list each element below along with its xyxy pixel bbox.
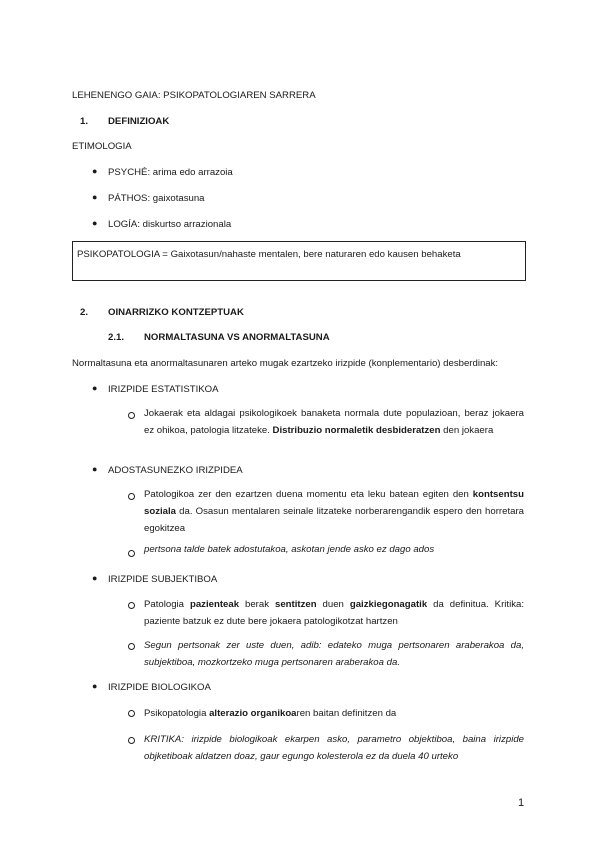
section-2-number: 2. [80,307,89,318]
criterion-title: ADOSTASUNEZKO IRIZPIDEA [108,465,243,476]
circle-bullet-icon [128,493,135,500]
bullet-icon: ● [92,166,98,176]
bullet-icon: ● [92,218,98,228]
page-number: 1 [518,797,525,809]
bullet-icon: ● [92,573,98,583]
circle-bullet-icon [128,737,135,744]
bullet-icon: ● [92,192,98,202]
bullet-icon: ● [92,681,98,691]
etym-item: PÁTHOS: gaixotasuna [108,193,205,204]
intro-paragraph: Normaltasuna eta anormaltasunaren arteko mugak ezartzeko irizpide (konplementario) desberdinak: [72,358,499,369]
section-1-title: DEFINIZIOAK [108,116,170,127]
criterion-title: IRIZPIDE ESTATISTIKOA [108,384,219,395]
criterion-description: Psikopatologia alterazio organikoaren baitan definitzen da [144,708,397,719]
subsection-2-1-title: NORMALTASUNA VS ANORMALTASUNA [144,332,330,343]
criterion-title: IRIZPIDE BIOLOGIKOA [108,682,211,693]
circle-bullet-icon [128,710,135,717]
definition-text: PSIKOPATOLOGIA = Gaixotasun/nahaste mentalen, bere naturaren edo kausen behaketa [77,249,461,260]
circle-bullet-icon [128,602,135,609]
criterion-note: KRITIKA: irizpide biologikoak ekarpen asko, parametro objektiboa, baina irizpide objketiboak aldatzen doaz, gaur egungo kolesterola ez da duela 40 urteko [144,734,524,762]
circle-bullet-icon [128,550,135,557]
section-1-number: 1. [80,116,89,127]
bullet-icon: ● [92,464,98,474]
criterion-description: Jokaerak eta aldagai psikologikoek banaketa normala dute populazioan, beraz jokaera ez ohikoa, patologia litzateke. Distribuzio normaletik desbideratzen den jokaera [144,408,524,436]
criterion-description: Patologia pazienteak berak sentitzen duen gaizkiegonagatik da definitua. Kritika: paziente batzuk ez dute bere jokaera patologikotzat hartzen [144,599,524,627]
circle-bullet-icon [128,643,135,650]
subsection-2-1-number: 2.1. [108,332,125,343]
circle-bullet-icon [128,412,135,419]
document-title: LEHENENGO GAIA: PSIKOPATOLOGIAREN SARRERA [72,90,316,101]
etym-item: PSYCHÉ: arima edo arrazoia [108,167,233,178]
criterion-description: Patologikoa zer den ezartzen duena momentu eta leku batean egiten den kontsentsu soziala da. Osasun mentalaren seinale litzateke norberarengandik espero den horretara egokitzea [144,489,524,534]
definition-box [72,241,526,281]
criterion-note: pertsona talde batek adostutakoa, askotan jende asko ez dago ados [144,544,435,555]
etym-item: LOGÍA: diskurtso arrazionala [108,219,232,230]
criterion-title: IRIZPIDE SUBJEKTIBOA [108,574,218,585]
etimologia-label: ETIMOLOGIA [72,141,132,152]
criterion-note: Segun pertsonak zer uste duen, adib: edateko muga pertsonaren araberakoa da, subjektiboa, mozkortzeko muga pertsonaren araberakoa da. [144,640,524,668]
section-2-title: OINARRIZKO KONTZEPTUAK [108,307,244,318]
bullet-icon: ● [92,383,98,393]
